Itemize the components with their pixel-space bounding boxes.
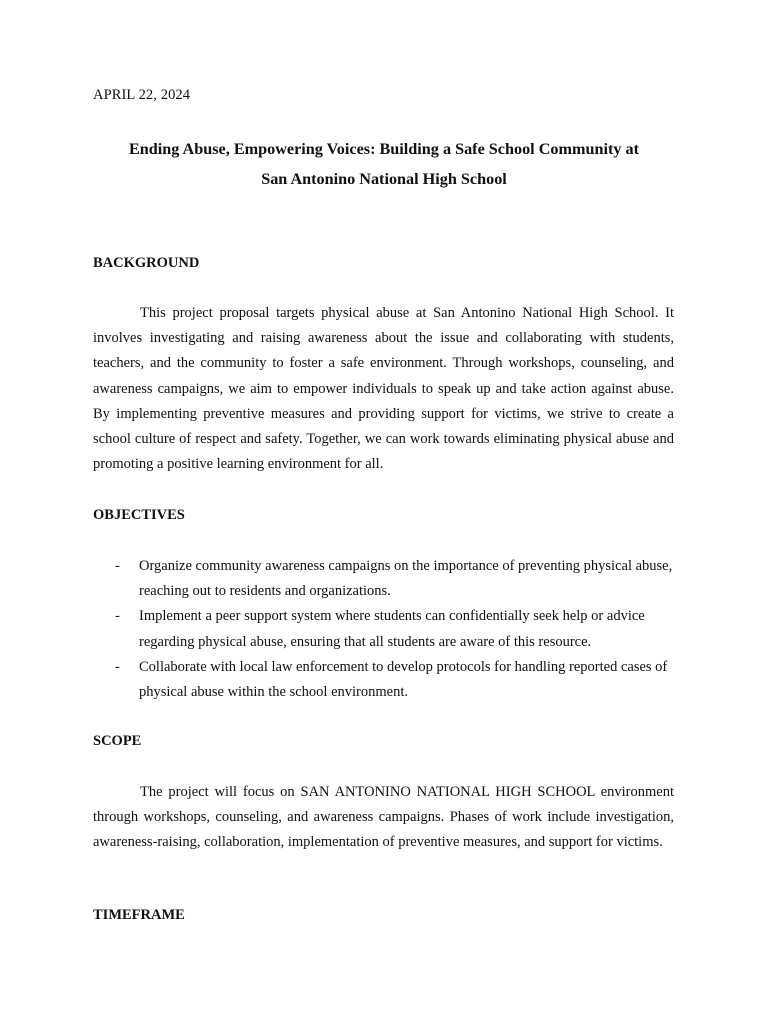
document-title bbox=[80, 134, 688, 194]
objectives-list bbox=[93, 554, 683, 705]
heading-timeframe: TIMEFRAME bbox=[93, 907, 185, 923]
bullet-dash: - bbox=[115, 658, 120, 675]
title-line-1: Ending Abuse, Empowering Voices: Building a Safe School Community at bbox=[129, 140, 639, 158]
objective-text: Collaborate with local law enforcement to develop protocols for handling reported cases of physical abuse within the school environment. bbox=[139, 658, 668, 701]
objective-text: Implement a peer support system where students can confidentially seek help or advice regarding physical abuse, ensuring that all students are aware of this resource. bbox=[139, 608, 645, 650]
heading-objectives: OBJECTIVES bbox=[93, 507, 185, 523]
document-date: APRIL 22, 2024 bbox=[93, 87, 191, 103]
heading-background: BACKGROUND bbox=[93, 255, 200, 271]
objective-item bbox=[93, 655, 683, 705]
heading-scope: SCOPE bbox=[93, 733, 142, 749]
bullet-dash: - bbox=[115, 608, 120, 625]
title-line-2: San Antonino National High School bbox=[261, 170, 507, 188]
objective-text: Organize community awareness campaigns on the importance of preventing physical abuse, reaching out to residents and organizations. bbox=[139, 558, 673, 600]
objective-item bbox=[93, 604, 683, 654]
objective-item bbox=[93, 554, 683, 604]
background-paragraph: This project proposal targets physical abuse at San Antonino National High School. It involves investigating and raising awareness about the issue and collaborating with students, teachers, and the community to foster a safe environment. Through workshops, counseling, and awareness campaigns, we aim to empower individuals to speak up and take action against abuse. By implementing preventive measures and providing support for victims, we strive to create a school culture of respect and safety. Together, we can work towards eliminating physical abuse and promoting a positive learning environment for all. bbox=[93, 305, 674, 473]
bullet-dash: - bbox=[115, 558, 120, 574]
scope-paragraph: The project will focus on SAN ANTONINO NATIONAL HIGH SCHOOL environment through workshops, counseling, and awareness campaigns. Phases of work include investigation, awareness-raising, collaboration, implementation of preventive measures, and support for victims. bbox=[93, 784, 674, 851]
